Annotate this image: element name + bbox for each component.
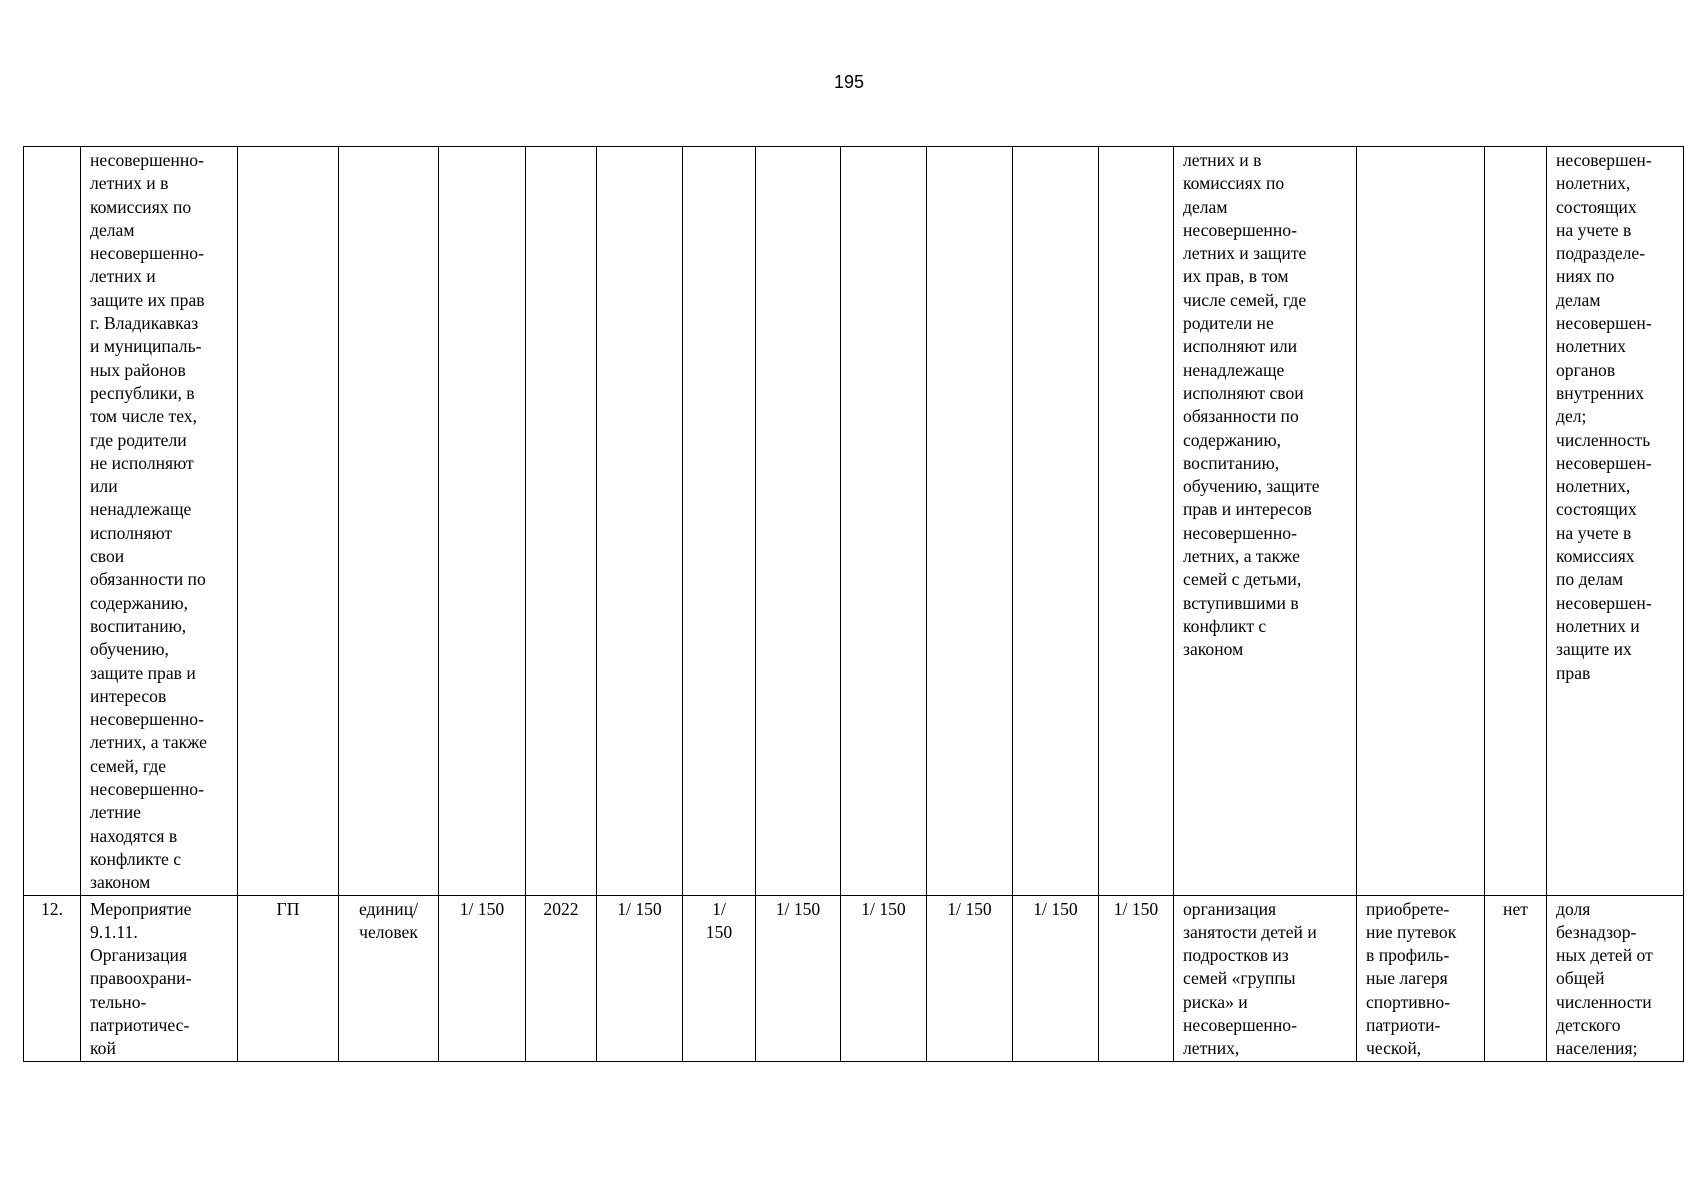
cell-value — [841, 147, 927, 896]
program-activities-table — [23, 146, 1684, 1062]
cell-value — [683, 147, 756, 896]
cell-unit — [339, 147, 439, 896]
cell-relation: нет — [1485, 895, 1547, 1061]
cell-unit: единиц/ человек — [339, 895, 439, 1061]
cell-base-year — [526, 147, 597, 896]
cell-value: 1/ 150 — [927, 895, 1013, 1061]
cell-row-number — [24, 147, 81, 896]
cell-row-number: 12. — [24, 895, 81, 1061]
cell-value: 1/ 150 — [1013, 895, 1099, 1061]
cell-indicator: доля безнадзор- ных детей от общей численности детского населения; — [1547, 895, 1684, 1061]
cell-value — [927, 147, 1013, 896]
cell-value — [756, 147, 841, 896]
cell-expected-result: организация занятости детей и подростков из семей «группы риска» и несовершенно- летних, — [1174, 895, 1357, 1061]
table-row — [24, 147, 1684, 896]
cell-value — [1013, 147, 1099, 896]
cell-executor: ГП — [238, 895, 339, 1061]
cell-relation — [1485, 147, 1547, 896]
cell-value: 1/ 150 — [756, 895, 841, 1061]
cell-base-value: 1/ 150 — [439, 895, 526, 1061]
cell-base-year: 2022 — [526, 895, 597, 1061]
cell-activity-name: Мероприятие 9.1.11. Организация правоохрани- тельно- патриотичес- кой — [81, 895, 238, 1061]
cell-value: 1/ 150 — [1099, 895, 1174, 1061]
cell-activity-name: несовершенно- летних и в комиссиях по делам несовершенно- летних и защите их прав г. Владикавказ и муниципаль- ных районов республики, в том числе тех, где родители не исполняют или ненадлежаще исполняют свои обязанности по содержанию, воспитанию, обучению, защите прав и интересов несовершенно- летних, а также семей, где несовершенно- летние находятся в конфликте с законом — [81, 147, 238, 896]
cell-expected-result: летних и в комиссиях по делам несовершенно- летних и защите их прав, в том числе семей, где родители не исполняют или ненадлежаще исполняют свои обязанности по содержанию, воспитанию, обучению, защите прав и интересов несовершенно- летних, а также семей с детьми, вступившими в конфликт с законом — [1174, 147, 1357, 896]
cell-base-value — [439, 147, 526, 896]
cell-consequences — [1357, 147, 1485, 896]
cell-indicator: несовершен- нолетних, состоящих на учете в подразделе- ниях по делам несовершен- нолетних органов внутренних дел; численность несовершен- нолетних, состоящих на учете в комиссиях по делам несовершен- нолетних и защите их прав — [1547, 147, 1684, 896]
cell-consequences: приобрете- ние путевок в профиль- ные лагеря спортивно- патриоти- ческой, — [1357, 895, 1485, 1061]
cell-value: 1/ 150 — [683, 895, 756, 1061]
page-number: 195 — [833, 72, 865, 92]
cell-value: 1/ 150 — [597, 895, 683, 1061]
cell-executor — [238, 147, 339, 896]
cell-value: 1/ 150 — [841, 895, 927, 1061]
table-row — [24, 895, 1684, 1061]
cell-value — [597, 147, 683, 896]
cell-value — [1099, 147, 1174, 896]
